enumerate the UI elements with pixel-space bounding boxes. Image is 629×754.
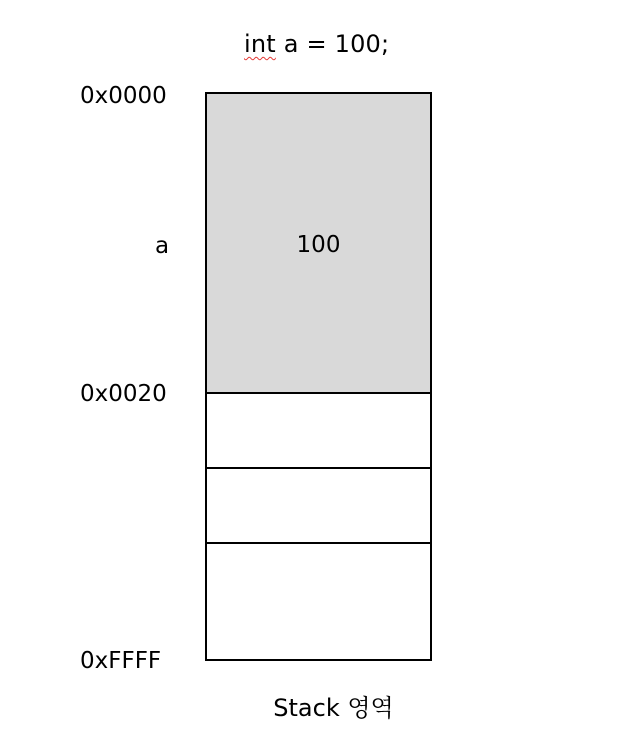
code-keyword: int (244, 30, 276, 58)
stack-cell-empty-3 (207, 544, 430, 659)
address-top-label: 0x0000 (80, 83, 167, 109)
address-middle-label: 0x0020 (80, 381, 167, 407)
stack-caption: Stack 영역 (273, 694, 394, 722)
stack-cell-empty-1 (207, 394, 430, 469)
variable-name-label: a (155, 233, 170, 259)
address-bottom-label: 0xFFFF (80, 648, 162, 674)
stack-memory-block (205, 92, 432, 661)
code-declaration (244, 30, 389, 58)
stack-cell-variable-a (207, 94, 430, 394)
code-rest: a = 100; (275, 30, 390, 58)
variable-value: 100 (296, 232, 341, 258)
stack-cell-empty-2 (207, 469, 430, 544)
